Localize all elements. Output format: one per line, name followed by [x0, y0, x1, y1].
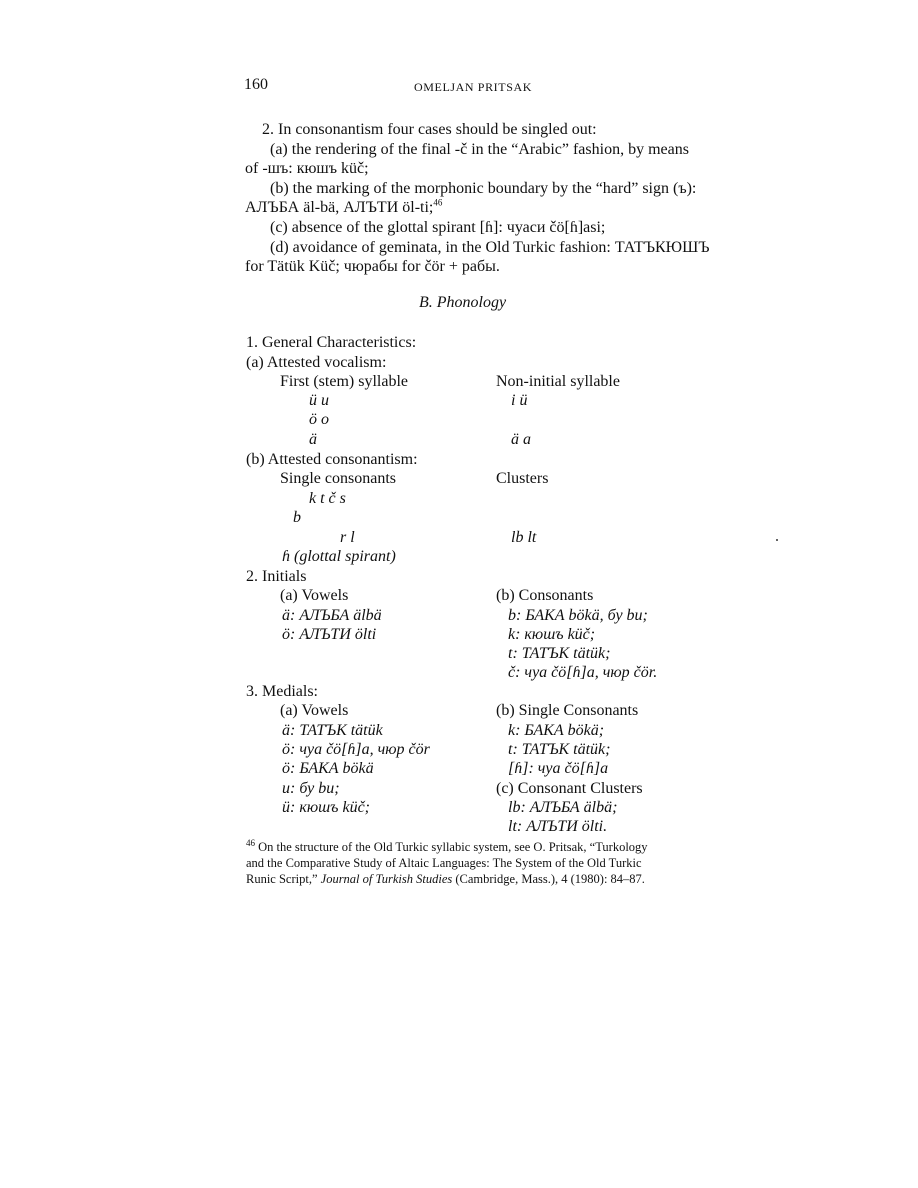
- general-title: 1. General Characteristics:: [246, 334, 417, 351]
- vowel-row-1-left: ü u: [309, 392, 329, 409]
- medials-clusters-title: (c) Consonant Clusters: [496, 780, 643, 797]
- consonant-row-3-right: lb lt: [511, 529, 537, 546]
- medials-vowel-4: u: бу bu;: [282, 780, 340, 797]
- medials-single-title: (b) Single Consonants: [496, 702, 639, 719]
- initials-title: 2. Initials: [246, 568, 307, 585]
- footnote-ref: 46: [433, 197, 443, 208]
- intro-b-line2: [245, 198, 442, 217]
- vocalism-title: (a) Attested vocalism:: [246, 354, 387, 371]
- footnote-text-3c: (Cambridge, Mass.), 4 (1980): 84–87.: [455, 872, 645, 886]
- initials-vowels-title: (a) Vowels: [280, 587, 349, 604]
- first-syllable-label: First (stem) syllable: [280, 373, 408, 390]
- vowel-row-3-right: ä a: [511, 431, 531, 448]
- running-title: OMELJAN PRITSAK: [414, 80, 533, 94]
- footnote-text-1: On the structure of the Old Turkic syllabic system, see O. Pritsak, “Turkology: [258, 840, 648, 854]
- intro-b-line1: (b) the marking of the morphonic boundary by the “hard” sign (ъ):: [270, 180, 697, 197]
- page-speck: [776, 539, 778, 541]
- medials-vowel-5: ü: кюшъ küč;: [282, 799, 371, 816]
- medials-vowels-title: (a) Vowels: [280, 702, 349, 719]
- intro-a-line1: (a) the rendering of the final -č in the “Arabic” fashion, by means: [270, 141, 689, 158]
- vowel-row-2-left: ö o: [309, 411, 329, 428]
- footnote-line-3: [246, 872, 645, 887]
- medials-cluster-1: lb: АЛЪБА älbä;: [508, 799, 618, 816]
- clusters-label: Clusters: [496, 470, 549, 487]
- footnote-marker: 46: [246, 837, 255, 848]
- medials-vowel-1: ä: ТАТЪК tätük: [282, 722, 383, 739]
- footnote-text-3a: Runic Script,”: [246, 872, 318, 886]
- intro-d-line2: for Tätük Küč; чюрабы for čör + рабы.: [245, 258, 500, 275]
- intro-d-line1: (d) avoidance of geminata, in the Old Turkic fashion: ТАТЪКЮШЪ: [270, 239, 710, 256]
- consonant-row-2: b: [293, 509, 301, 526]
- medials-vowel-2: ö: чуа čö[ɦ]a, чюр čör: [282, 741, 430, 758]
- intro-heading: 2. In consonantism four cases should be singled out:: [262, 121, 597, 138]
- page-number: 160: [244, 76, 268, 93]
- medials-single-2: t: ТАТЪК tätük;: [508, 741, 611, 758]
- initials-consonant-1: b: БАКА bökä, бу bu;: [508, 607, 648, 624]
- medials-single-1: k: БАКА bökä;: [508, 722, 605, 739]
- footnote-line-1: [246, 837, 648, 855]
- vowel-row-3-left: ä: [309, 431, 317, 448]
- initials-consonant-2: k: кюшъ küč;: [508, 626, 596, 643]
- intro-a-line2: of -шъ: кюшъ küč;: [245, 160, 369, 177]
- consonant-row-4: ɦ (glottal spirant): [282, 548, 396, 565]
- consonant-row-3-left: r l: [340, 529, 355, 546]
- intro-b-line2-text: АЛЪБА äl-bä, АЛЪТИ öl-ti;: [245, 199, 434, 216]
- initials-consonant-4: č: чуа čö[ɦ]a, чюр čör.: [508, 664, 658, 681]
- single-consonants-label: Single consonants: [280, 470, 396, 487]
- intro-c-line1: (c) absence of the glottal spirant [ɦ]: чуаси čö[ɦ]asi;: [270, 219, 606, 236]
- initials-consonant-3: t: ТАТЪК tätük;: [508, 645, 611, 662]
- medials-vowel-3: ö: БАКА bökä: [282, 760, 374, 777]
- initials-vowel-1: ä: АЛЪБА älbä: [282, 607, 382, 624]
- medials-title: 3. Medials:: [246, 683, 318, 700]
- medials-single-3: [ɦ]: чуа čö[ɦ]a: [508, 760, 609, 777]
- medials-cluster-2: lt: АЛЪТИ ölti.: [508, 818, 608, 835]
- initials-vowel-2: ö: АЛЪТИ ölti: [282, 626, 377, 643]
- consonantism-title: (b) Attested consonantism:: [246, 451, 418, 468]
- consonant-row-1: k t č s: [309, 490, 346, 507]
- noninitial-syllable-label: Non-initial syllable: [496, 373, 620, 390]
- initials-consonants-title: (b) Consonants: [496, 587, 594, 604]
- footnote-line-2: and the Comparative Study of Altaic Languages: The System of the Old Turkic: [246, 856, 642, 870]
- vowel-row-1-right: i ü: [511, 392, 528, 409]
- section-heading: B. Phonology: [419, 294, 507, 311]
- journal-title: Journal of Turkish Studies: [320, 872, 453, 886]
